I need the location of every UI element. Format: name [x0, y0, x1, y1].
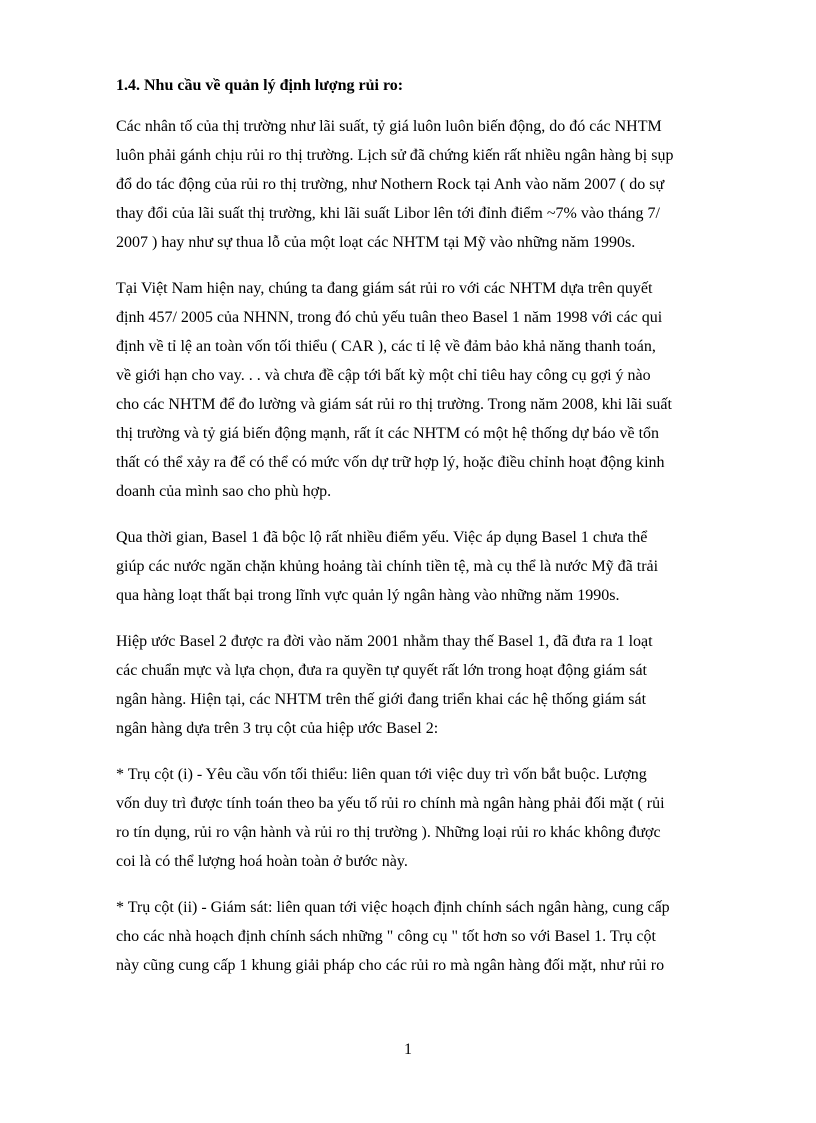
text-line: thị trường và tỷ giá biến động mạnh, rất ít các NHTM có một hệ thống dự báo về tổn — [116, 425, 660, 442]
text-line: Hiệp ước Basel 2 được ra đời vào năm 2001 nhằm thay thế Basel 1, đã đưa ra 1 loạt — [116, 633, 653, 650]
text-line: luôn phải gánh chịu rủi ro thị trường. Lịch sử đã chứng kiến rất nhiều ngân hàng bị sụp — [116, 147, 674, 164]
text-line: thất có thể xảy ra để có thể có mức vốn dự trữ hợp lý, hoặc điều chỉnh hoạt động kinh — [116, 454, 665, 471]
paragraph-basel1-weakness — [116, 523, 726, 610]
paragraph-pillar-1 — [116, 760, 726, 876]
text-line: vốn duy trì được tính toán theo ba yếu tố rủi ro chính mà ngân hàng phải đối mặt ( rủi — [116, 795, 665, 812]
text-line: * Trụ cột (ii) - Giám sát: liên quan tới việc hoạch định chính sách ngân hàng, cung cấp — [116, 899, 670, 916]
text-line: ro tín dụng, rủi ro vận hành và rủi ro thị trường ). Những loại rủi ro khác không được — [116, 824, 661, 841]
text-line: cho các nhà hoạch định chính sách những " công cụ " tốt hơn so với Basel 1. Trụ cột — [116, 928, 656, 945]
paragraph-market-risk — [116, 112, 726, 257]
page-content — [116, 74, 726, 997]
text-line: đổ do tác động của rủi ro thị trường, như Nothern Rock tại Anh vào năm 2007 ( do sự — [116, 176, 665, 193]
text-line: thay đổi của lãi suất thị trường, khi lãi suất Libor lên tới đỉnh điểm ~7% vào tháng 7/ — [116, 205, 660, 222]
paragraph-pillar-2 — [116, 893, 726, 980]
section-heading: 1.4. Nhu cầu về quản lý định lượng rủi ro: — [116, 77, 404, 94]
text-line: định về tỉ lệ an toàn vốn tối thiểu ( CAR ), các tỉ lệ về đảm bảo khả năng thanh toán, — [116, 338, 656, 355]
text-line: 2007 ) hay như sự thua lỗ của một loạt các NHTM tại Mỹ vào những năm 1990s. — [116, 234, 636, 251]
text-line: Tại Việt Nam hiện nay, chúng ta đang giám sát rủi ro với các NHTM dựa trên quyết — [116, 280, 653, 297]
text-line: doanh của mình sao cho phù hợp. — [116, 483, 332, 500]
text-line: coi là có thể lượng hoá hoàn toàn ở bước này. — [116, 853, 408, 870]
text-line: ngân hàng dựa trên 3 trụ cột của hiệp ước Basel 2: — [116, 720, 439, 737]
text-line: này cũng cung cấp 1 khung giải pháp cho các rủi ro mà ngân hàng đối mặt, như rủi ro — [116, 957, 665, 974]
text-line: các chuẩn mực và lựa chọn, đưa ra quyền tự quyết rất lớn trong hoạt động giám sát — [116, 662, 647, 679]
text-line: định 457/ 2005 của NHNN, trong đó chủ yếu tuân theo Basel 1 năm 1998 với các qui — [116, 309, 663, 326]
text-line: qua hàng loạt thất bại trong lĩnh vực quản lý ngân hàng vào những năm 1990s. — [116, 587, 620, 604]
text-line: Qua thời gian, Basel 1 đã bộc lộ rất nhiều điểm yếu. Việc áp dụng Basel 1 chưa thể — [116, 529, 648, 546]
text-line: giúp các nước ngăn chặn khủng hoảng tài chính tiền tệ, mà cụ thể là nước Mỹ đã trải — [116, 558, 659, 575]
text-line: cho các NHTM để đo lường và giám sát rủi ro thị trường. Trong năm 2008, khi lãi suất — [116, 396, 672, 413]
paragraph-vietnam — [116, 274, 726, 506]
page-number: 1 — [404, 1041, 412, 1058]
text-line: ngân hàng. Hiện tại, các NHTM trên thế giới đang triển khai các hệ thống giám sát — [116, 691, 647, 708]
text-line: về giới hạn cho vay. . . và chưa đề cập tới bất kỳ một chỉ tiêu hay công cụ gợi ý nào — [116, 367, 651, 384]
text-line: Các nhân tố của thị trường như lãi suất, tỷ giá luôn luôn biến động, do đó các NHTM — [116, 118, 662, 135]
paragraph-basel2 — [116, 627, 726, 743]
text-line: * Trụ cột (i) - Yêu cầu vốn tối thiểu: liên quan tới việc duy trì vốn bắt buộc. Lượng — [116, 766, 647, 783]
